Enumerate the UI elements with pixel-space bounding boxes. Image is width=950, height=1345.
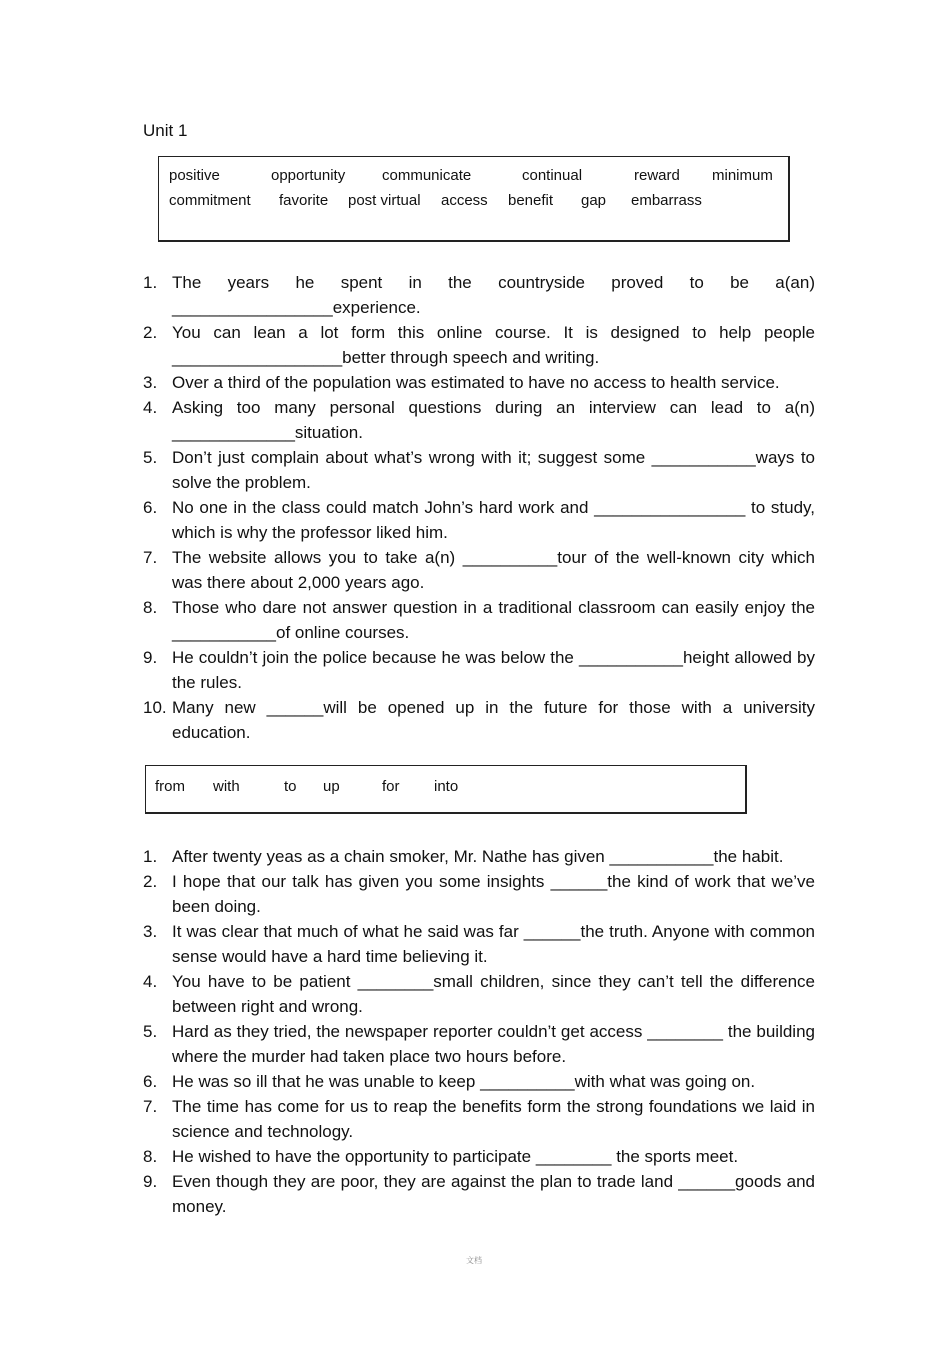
question-text: Asking too many personal questions during an interview can lead to a(n) _____________situation. xyxy=(172,398,815,442)
question-text: Hard as they tried, the newspaper reporter couldn’t get access ________ the building where the murder had taken place two hours before. xyxy=(172,1022,815,1066)
word-bank-word: access xyxy=(441,192,488,209)
question-number: 7. xyxy=(143,548,158,567)
question-item xyxy=(143,919,815,969)
word-bank-word: into xyxy=(434,778,459,795)
word-bank-word: post virtual xyxy=(348,192,421,209)
question-text: The website allows you to take a(n) __________tour of the well-known city which was there about 2,000 years ago. xyxy=(172,548,815,592)
question-text: He was so ill that he was unable to keep __________with what was going on. xyxy=(172,1072,756,1091)
question-item xyxy=(143,1019,815,1069)
question-item xyxy=(143,495,815,545)
question-text: Those who dare not answer question in a traditional classroom can easily enjoy the ___________of online courses. xyxy=(172,598,815,642)
question-number: 8. xyxy=(143,598,158,617)
question-text: You have to be patient ________small children, since they can’t tell the difference between right and wrong. xyxy=(172,972,815,1016)
question-item xyxy=(143,395,815,445)
question-item xyxy=(143,969,815,1019)
exercise-list-2 xyxy=(143,844,815,1219)
question-text: After twenty yeas as a chain smoker, Mr. Nathe has given ___________the habit. xyxy=(172,847,784,866)
word-bank-2 xyxy=(145,765,747,814)
word-bank-word: positive xyxy=(169,167,220,184)
question-text: Many new ______will be opened up in the future for those with a university education. xyxy=(172,698,815,742)
word-bank-word: up xyxy=(323,778,340,795)
page-footer: 文档 xyxy=(466,1256,482,1265)
question-number: 6. xyxy=(143,1072,158,1091)
question-text: You can lean a lot form this online course. It is designed to help people __________________better through speech and writing. xyxy=(172,323,815,367)
question-text: The years he spent in the countryside proved to be a(an) _________________experience. xyxy=(172,273,815,317)
question-item xyxy=(143,1069,815,1094)
word-bank-word: favorite xyxy=(279,192,329,209)
question-number: 4. xyxy=(143,972,158,991)
word-bank-word: communicate xyxy=(382,167,472,184)
word-bank-1 xyxy=(158,156,790,242)
question-number: 2. xyxy=(143,872,158,891)
question-number: 6. xyxy=(143,498,158,517)
word-bank-word: continual xyxy=(522,167,583,184)
word-bank-word: minimum xyxy=(712,167,773,184)
question-item xyxy=(143,370,815,395)
question-number: 10. xyxy=(143,698,167,717)
question-number: 9. xyxy=(143,1172,158,1191)
question-text: He wished to have the opportunity to participate ________ the sports meet. xyxy=(172,1147,739,1166)
question-item xyxy=(143,445,815,495)
question-number: 5. xyxy=(143,1022,158,1041)
unit-title: Unit 1 xyxy=(143,121,188,140)
question-text: Even though they are poor, they are against the plan to trade land ______goods and money. xyxy=(172,1172,815,1216)
question-number: 4. xyxy=(143,398,158,417)
word-bank-word: for xyxy=(382,778,400,795)
question-item xyxy=(143,844,815,869)
question-text: He couldn’t join the police because he was below the ___________height allowed by the rules. xyxy=(172,648,815,692)
question-number: 3. xyxy=(143,373,158,392)
question-item xyxy=(143,645,815,695)
question-number: 7. xyxy=(143,1097,158,1116)
question-item xyxy=(143,695,815,745)
word-bank-word: opportunity xyxy=(271,167,346,184)
question-item xyxy=(143,1094,815,1144)
question-number: 8. xyxy=(143,1147,158,1166)
question-number: 1. xyxy=(143,273,158,292)
question-number: 1. xyxy=(143,847,158,866)
word-bank-word: from xyxy=(155,778,185,795)
word-bank-word: commitment xyxy=(169,192,251,209)
question-item xyxy=(143,545,815,595)
word-bank-word: embarrass xyxy=(631,192,702,209)
question-text: The time has come for us to reap the benefits form the strong foundations we laid in science and technology. xyxy=(172,1097,815,1141)
question-text: No one in the class could match John’s hard work and ________________ to study, which is why the professor liked him. xyxy=(172,498,815,542)
question-number: 9. xyxy=(143,648,158,667)
question-item xyxy=(143,595,815,645)
question-text: Don’t just complain about what’s wrong with it; suggest some ___________ways to solve the problem. xyxy=(172,448,815,492)
word-bank-word: benefit xyxy=(508,192,554,209)
word-bank-word: reward xyxy=(634,167,680,184)
exercise-list-1 xyxy=(143,270,815,745)
question-item xyxy=(143,1144,815,1169)
question-item xyxy=(143,320,815,370)
question-text: It was clear that much of what he said was far ______the truth. Anyone with common sense would have a hard time believing it. xyxy=(172,922,815,966)
question-item xyxy=(143,1169,815,1219)
question-number: 5. xyxy=(143,448,158,467)
word-bank-word: gap xyxy=(581,192,607,209)
word-bank-word: with xyxy=(213,778,240,795)
question-item xyxy=(143,869,815,919)
word-bank-word: to xyxy=(284,778,297,795)
question-number: 3. xyxy=(143,922,158,941)
question-number: 2. xyxy=(143,323,158,342)
question-item xyxy=(143,270,815,320)
question-text: Over a third of the population was estimated to have no access to health service. xyxy=(172,373,780,392)
question-text: I hope that our talk has given you some insights ______the kind of work that we’ve been doing. xyxy=(172,872,815,916)
